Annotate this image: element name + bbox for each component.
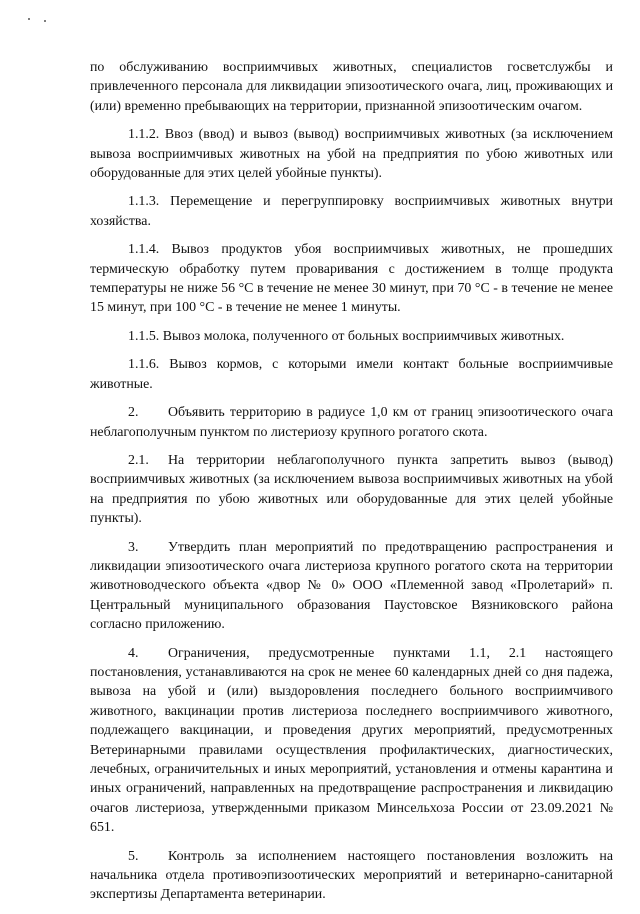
paragraph-text: Контроль за исполнением настоящего постановления возложить на начальника отдела противоэпизоотических мероприятий и ветеринарно-санитарной экспертизы Департамента ветеринарии. [90, 848, 613, 903]
paragraph-text: На территории неблагополучного пункта запретить вывоз (вывод) восприимчивых животных (за исключением вывоза восприимчивых животных на убой на предприятия по убою животных или оборудованные для этих целей убойные пункты). [90, 452, 613, 527]
paragraph-number: 2. [128, 405, 139, 421]
document-body [90, 58, 613, 914]
paragraph-text: 1.1.2. Ввоз (ввод) и вывоз (вывод) восприимчивых животных (за исключением вывоза восприимчивых животных на убой на предприятия по убою животных или оборудованные для этих целей убойные пункты). [90, 127, 613, 182]
paragraph-continuation: по обслуживанию восприимчивых животных, специалистов госветслужбы и привлеченного персонала для ликвидации эпизоотического очага, лиц, проживающих и (или) временно пребывающих на территории, признанной эпизоотическим очагом. [90, 60, 613, 114]
paragraph-1-1-3 [90, 192, 613, 231]
paragraph-1-1-2 [90, 125, 613, 183]
paragraph-4 [90, 644, 613, 838]
paragraph-number: 5. [128, 848, 139, 864]
paragraph-number: 4. [128, 645, 139, 661]
scan-speck [28, 18, 30, 20]
scan-speck [44, 20, 46, 22]
paragraph-number: 3. [128, 539, 139, 555]
paragraph-2 [90, 403, 613, 442]
paragraph-text: 1.1.5. Вывоз молока, полученного от больных восприимчивых животных. [128, 328, 565, 344]
paragraph-text: Утвердить план мероприятий по предотвращению распространения и ликвидации эпизоотического очага листериоза крупного рогатого скота на территории животноводческого объекта «двор № 0» ООО «Племенной завод «Пролетарий» п. Центральный муниципального образования Паустовское Вязниковского района согласно приложению. [90, 539, 613, 633]
paragraph-5 [90, 847, 613, 905]
paragraph-text: 1.1.6. Вывоз кормов, с которыми имели контакт больные восприимчивые животные. [90, 357, 613, 392]
paragraph-text: 1.1.3. Перемещение и перегруппировку восприимчивых животных внутри хозяйства. [90, 194, 613, 229]
paragraph-number: 2.1. [128, 452, 149, 468]
paragraph-2-1 [90, 451, 613, 529]
paragraph-text: Объявить территорию в радиусе 1,0 км от границ эпизоотического очага неблагополучным пунктом по листериозу крупного рогатого скота. [90, 405, 613, 440]
paragraph-1-1-6 [90, 355, 613, 394]
paragraph-text: 1.1.4. Вывоз продуктов убоя восприимчивых животных, не прошедших термическую обработку путем проваривания с достижением в толще продукта температуры не ниже 56 °С в течение не менее 30 минут, при 70 °С - в течение не менее 15 минут, при 100 °С - в течение не менее 1 минуты. [90, 242, 613, 316]
paragraph-3 [90, 538, 613, 635]
paragraph-1-1-4 [90, 240, 613, 318]
paragraph-1-1-5 [90, 327, 613, 346]
paragraph-text: Ограничения, предусмотренные пунктами 1.1, 2.1 настоящего постановления, устанавливаются на срок не менее 60 календарных дней со дня падежа, вывоза на убой и (или) выздоровления последнего больного восприимчивого животного, вакцинации против листериоза последнего восприимчивого животного, подлежащего вакцинации, и проведения других мероприятий, предусмотренных Ветеринарными правилами осуществления профилактических, диагностических, лечебных, ограничительных и иных мероприятий, установления и отмены карантина и иных ограничений, направленных на предотвращение распространения и ликвидацию очагов листериоза, утвержденными приказом Минсельхоза России от 23.09.2021 № 651. [90, 645, 613, 836]
